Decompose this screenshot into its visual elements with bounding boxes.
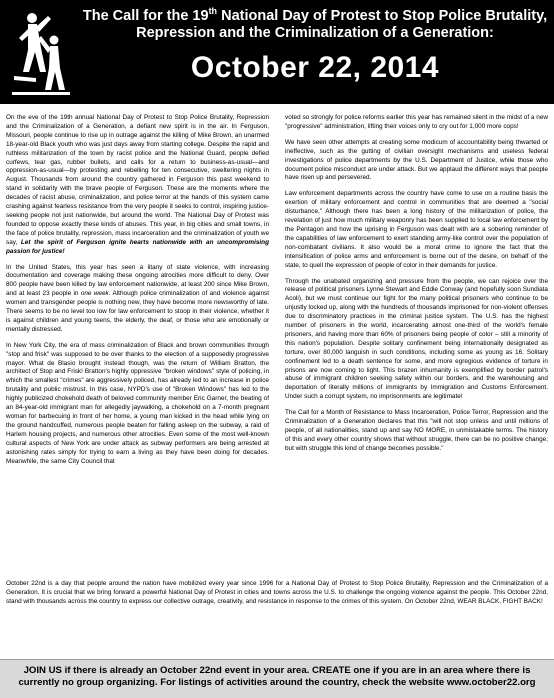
paragraph-9: October 22nd is a day that people around the nation have mobilized every year since 1996 for a National Day of Protest to Stop Police Brutality, Repression and the Criminalization of a Generation. It is crucial that we bring forward a powerful National Day of Protest in cities and towns across the U.S. to challenge the ongoing violence against the people. This October 22nd, stand with thousands across the country to express our collective outrage, creativity, and resistance in response to the crimes of this system. On October 22nd, WEAR BLACK, FIGHT BACK! [6,580,548,605]
paragraph-3: In New York City, the era of mass criminalization of Black and brown communities through "stop and frisk" was supposed to be over thanks to the election of a supposedly progressive mayor. What de Blasio brought instead though, was the return of William Bratton, the architect of Stop and Frisk! Bratton's highly oppressive "broken windows" style of policing, in which the smallest "crimes" are aggressively policed, has already led to an increase in police brutality and public mistrust. In this case, NYPD's use of "Broken Windows" has led to the highly publicized chokehold death of beloved community member Eric Garner, the beating of an 84-year-old immigrant man for allegedly jaywalking, a chokehold on a 7-month pregnant woman for barbecuing in front of her home, a young man kicked in the head while lying on the ground handcuffed, numerous people beaten for falling asleep on the subway, a raid of Harlem housing projects, and numerous other atrocities. Even some of the most well-known cultural aspects of New York are under attack as subway performers are being arrested at astonishing rates simply for trying to earn a living as they have been doing for decades. Meanwhile, the same City Council that [6,341,269,465]
paragraph-2-text-b: . Although police criminalization of and violence against women and transgender people is nothing new, they have become more newsworthy of late. There seems to be no level too low for law enforcement to stoop in their violence, whether it is against children and young teens, the elderly, the deaf, or those who are emotionally or mentally distressed. [6,290,269,333]
paragraph-4: voted so strongly for police reforms earlier this year has remained silent in the midst of a new "progressive" administration, lifting their voices only to cry out for 1,000 more cops! [285,114,548,130]
event-date: October 22, 2014 [190,51,440,84]
closing-paragraph-block [6,580,548,607]
footer-banner [0,659,554,698]
footer-line-1: JOIN US if there is already an October 22nd event in your area. CREATE one if you are in an area where there is [23,665,531,676]
paragraph-2 [6,264,269,335]
paragraph-2-italic: one week [80,290,109,298]
title-part-1: The Call for the 19 [82,8,209,24]
right-column [285,114,548,461]
protest-figures-logo-icon [10,6,72,98]
paragraph-8: The Call for a Month of Resistance to Mass Incarceration, Police Terror, Repression and the Criminalization of a Generation declares that this "will not stop unless and until millions of people, of all nationalities, stand up and say NO MORE, in unmistakable terms. The history of this and every other country shows that without struggle, there can be no positive change; but with struggle this kind of change becomes possible." [285,409,548,452]
footer-line-2: currently no group organizing. For listings of activities around the country, check the website www.october22.org [18,677,536,688]
paragraph-2-text-a: In the United States, this year has seen a litany of state violence, with increasing documentation and coverage making these ongoing atrocities more difficult to deny. Over 800 people have been killed by law enforcement nationwide, at least 200 since Mike Brown, and at least 23 people in [6,263,269,298]
footer-text [8,665,546,689]
title-part-2: National Day of Protest to Stop Police Brutality, Repression and the Criminalization of a Generation: [136,8,548,41]
paragraph-1 [6,114,269,257]
left-column [6,114,269,473]
paragraph-7: Through the unabated organizing and pressure from the people, we can rejoice over the release of political prisoners Lynne Stewart and Eddie Conway (and hopefully soon Sundiata Acoli), but we must continue our fight for the many political prisoners who continue to be unjustly locked up, along with the hundreds of thousands imprisoned for non-violent offenses due to discriminatory practices in the criminal justice system. The U.S. has the highest number of prisoners in the world, incarcerating almost one-third of the world's female prisoners, and having more than 60% of prisoners being people of color – still a minority of this nation's population. Despite solitary confinement being internationally designated as torture, over 80,000 languish in such conditions, including some as young as 16. Solitary confinement led to a death sentence for some, and more egregious evidence of torture in prisons are now coming to light. This brazen inhumanity is exemplified by border patrol's abuse of immigrant children seeking safety within our borders, and the warehousing and deportation of literally millions of immigrants by Immigration and Customs Enforcement. Under such a corrupt system, no imprisonments are legitimate! [285,277,548,401]
paragraph-1-text: On the eve of the 19th annual National Day of Protest to Stop Police Brutality, Repression and the Criminalization of a Generation, a defiant new spirit is in the air. In Ferguson, Missouri, people continue to rise up in outrage against the killing of Mike Brown, an unarmed 18-year-old Black youth who was just days away from starting college. Despite the rapid and ruthless militarization of the town by racist police and the National Guard, people defied curfews, tear gas, rubber bullets, and calls for a return to business-as-usual—and oppression-as-usual—by protesting and rebelling for ten consecutive, sweltering nights in August. Thousands from around the country gathered in Ferguson this past weekend to stand in solidarity with the brave people of Ferguson. These are the moments where the decades of racist abuse, criminalization, and police terror at the hands of this system came crashing against fearless resistance from the very people it seeks to control, inspiring justice-seeking people not just nationwide, but around the world. The National Day of Protest was founded to oppose exactly these kinds of abuses. This year, in big cities and small towns, in the face of police brutality, repression, mass incarceration and the criminalization of youth we say, [6,114,269,246]
paragraph-1-emphasis: Let the spirit of Ferguson ignite hearts nationwide with an uncompromising passion for justice! [6,238,269,255]
title-superscript: th [208,6,218,17]
paragraph-5: We have seen other attempts at creating some modicum of accountability being thwarted or ineffective, such as the gutting of civilian oversight mechanisms and useless federal investigations of police departments by the U.S. Department of Justice, while those who document police misconduct are under attack. But we applaud the different ways that people have risen up and persevered. [285,138,548,182]
paragraph-6: Law enforcement departments across the country have come to use on a routine basis the exertion of military enforcement and control in communities that are deemed a "social disturbance." Although there has been a long history of the militarization of police, the revelation of just how much military weaponry has been supplied to local law enforcement by the Pentagon and how the uprising in Ferguson was dealt with are a sobering reminder of the capabilities of law enforcement to exert standing army-like control over the population of non-combatant civilians. It also would be a moral crime to ignore the fact that the intensification of police arms and enforcement is borne out of the desire, on behalf of the state, to quell the expression of people of color in their demands for justice. [285,190,548,269]
page-title [82,8,548,42]
header-banner [0,0,554,104]
